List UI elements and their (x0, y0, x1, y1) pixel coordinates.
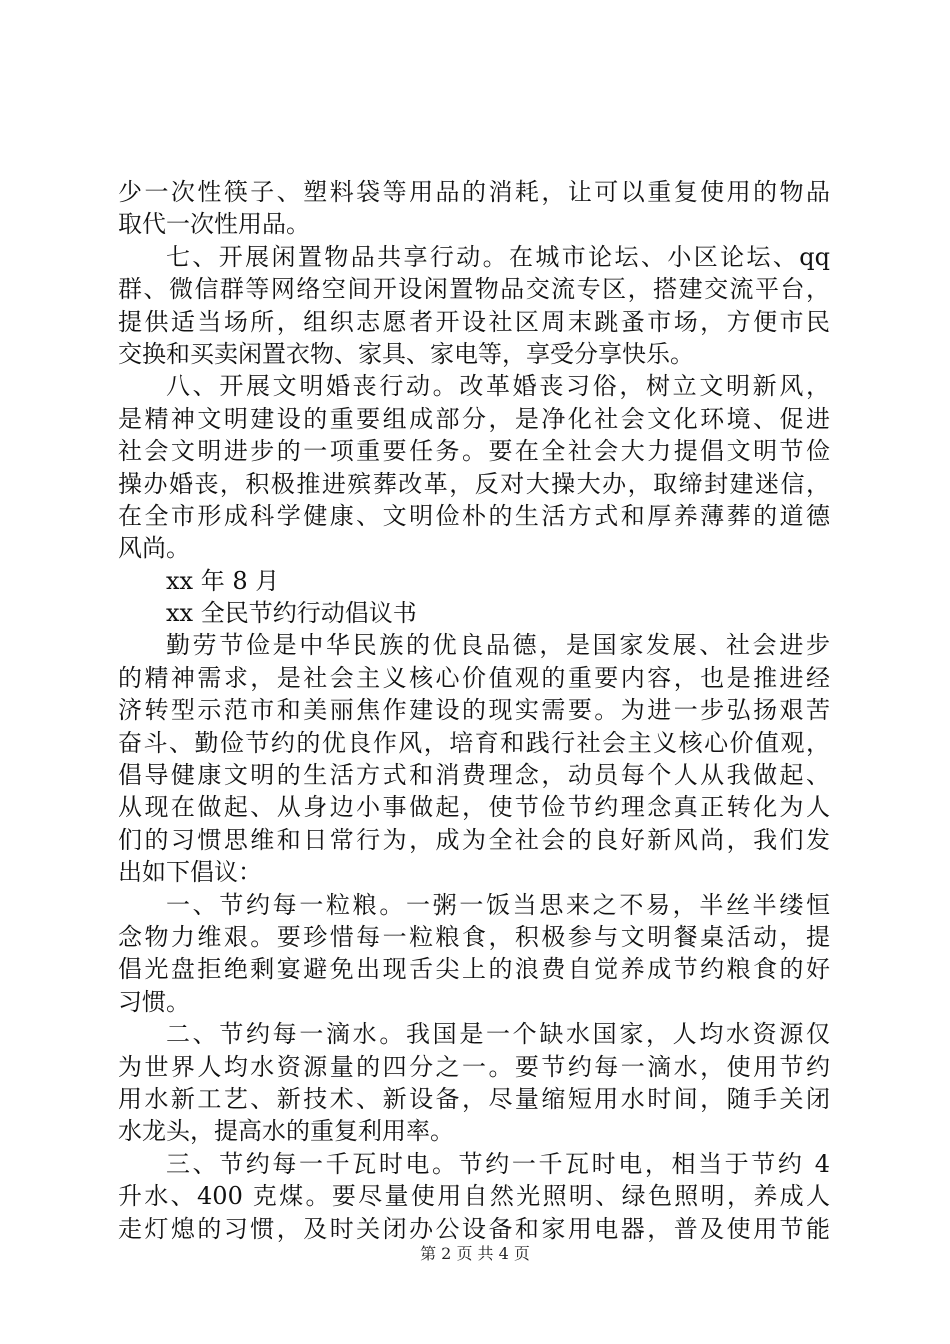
document-body (118, 176, 830, 1245)
text-line: 七、开展闲置物品共享行动。在城市论坛、小区论坛、qq (166, 242, 830, 271)
text-line: 念物力维艰。要珍惜每一粒粮食，积极参与文明餐桌活动，提 (118, 922, 830, 951)
text-line: 倡导健康文明的生活方式和消费理念，动员每个人从我做起、 (118, 761, 830, 790)
text-line: 倡光盘拒绝剩宴避免出现舌尖上的浪费自觉养成节约粮食的好 (118, 955, 830, 984)
text-line: 二、节约每一滴水。我国是一个缺水国家，人均水资源仅 (166, 1020, 830, 1049)
text-line: 为世界人均水资源量的四分之一。要节约每一滴水，使用节约 (118, 1052, 830, 1081)
page-footer: 第 2 页 共 4 页 (420, 1244, 530, 1263)
text-line: 从现在做起、从身边小事做起，使节俭节约理念真正转化为人 (118, 793, 830, 822)
text-line: 社会文明进步的一项重要任务。要在全社会大力提倡文明节俭 (118, 437, 830, 466)
text-line: 少一次性筷子、塑料袋等用品的消耗，让可以重复使用的物品 (118, 178, 830, 206)
text-line: 操办婚丧，积极推进殡葬改革，反对大操大办，取缔封建迷信， (118, 469, 830, 498)
text-line: 取代一次性用品。 (118, 210, 310, 239)
text-line: 三、节约每一千瓦时电。节约一千瓦时电，相当于节约 4 (166, 1149, 830, 1178)
text-line: 走灯熄的习惯，及时关闭办公设备和家用电器，普及使用节能 (118, 1214, 830, 1243)
text-line: 八、开展文明婚丧行动。改革婚丧习俗，树立文明新风， (166, 372, 830, 401)
text-line: 提供适当场所，组织志愿者开设社区周末跳蚤市场，方便市民 (118, 307, 830, 336)
text-line: xx 年 8 月 (166, 566, 280, 595)
text-line: xx 全民节约行动倡议书 (166, 599, 417, 628)
text-line: 的精神需求，是社会主义核心价值观的重要内容，也是推进经 (118, 663, 830, 692)
text-line: 们的习惯思维和日常行为，成为全社会的良好新风尚，我们发 (118, 825, 830, 854)
text-line: 出如下倡议： (118, 858, 262, 887)
text-line: 在全市形成科学健康、文明俭朴的生活方式和厚养薄葬的道德 (118, 501, 830, 530)
text-line: 勤劳节俭是中华民族的优良品德，是国家发展、社会进步 (166, 631, 830, 660)
text-line: 群、微信群等网络空间开设闲置物品交流专区，搭建交流平台， (118, 275, 830, 304)
text-line: 济转型示范市和美丽焦作建设的现实需要。为进一步弘扬艰苦 (118, 696, 830, 725)
text-line: 是精神文明建设的重要组成部分，是净化社会文化环境、促进 (118, 404, 830, 433)
text-line: 用水新工艺、新技术、新设备，尽量缩短用水时间，随手关闭 (118, 1084, 830, 1113)
text-line: 风尚。 (118, 534, 190, 563)
text-line: 水龙头，提高水的重复利用率。 (118, 1117, 454, 1146)
text-line: 一、节约每一粒粮。一粥一饭当思来之不易，半丝半缕恒 (166, 890, 830, 919)
text-line: 奋斗、勤俭节约的优良作风，培育和践行社会主义核心价值观， (118, 728, 830, 757)
text-line: 习惯。 (118, 987, 190, 1016)
text-line: 交换和买卖闲置衣物、家具、家电等，享受分享快乐。 (118, 339, 694, 368)
text-line: 升水、400 克煤。要尽量使用自然光照明、绿色照明，养成人 (118, 1182, 830, 1211)
